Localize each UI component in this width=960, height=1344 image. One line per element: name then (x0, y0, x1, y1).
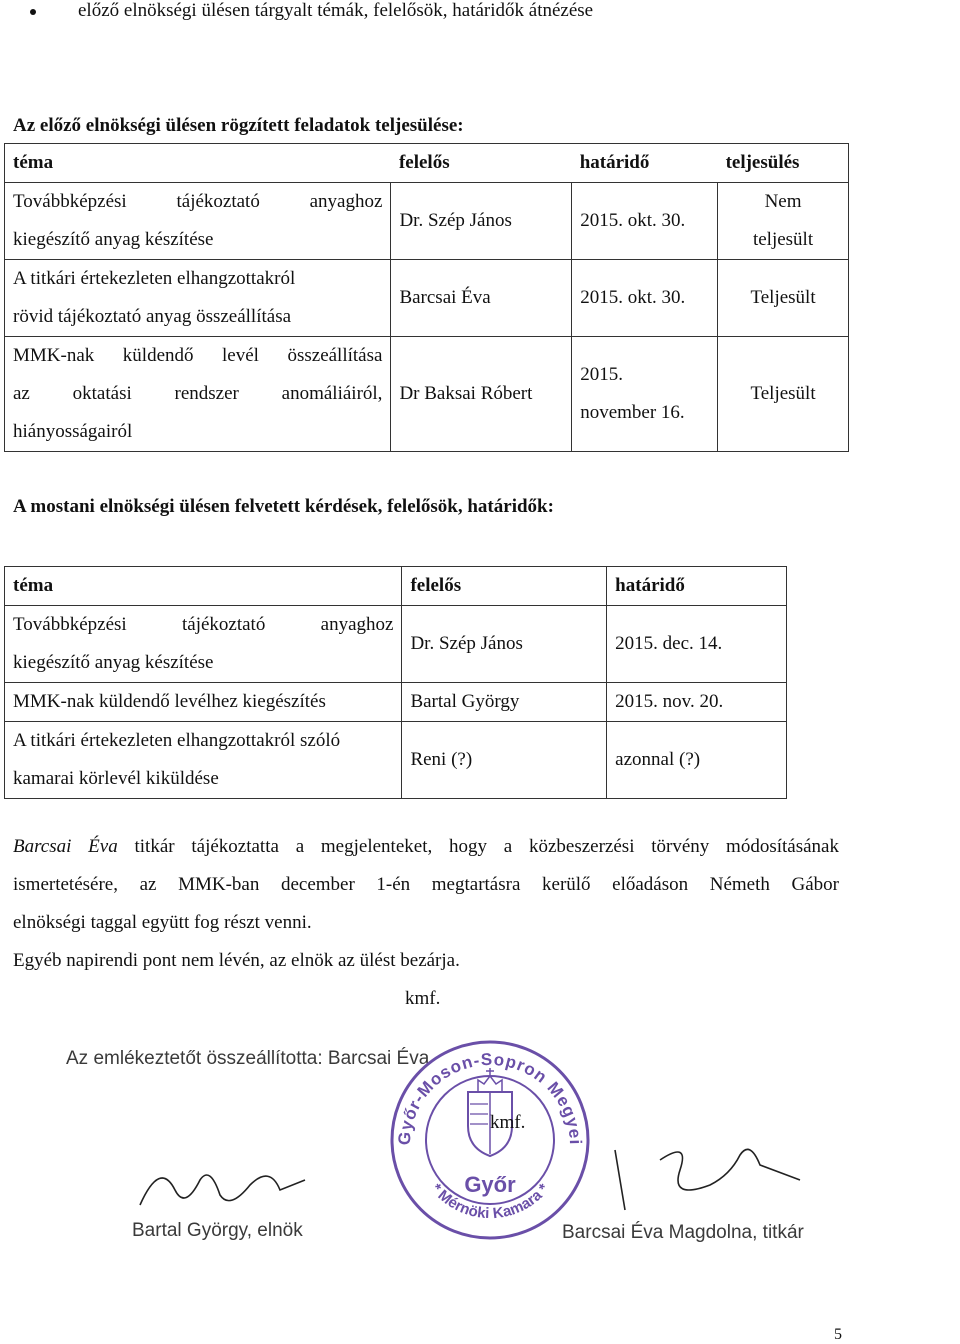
row-deadline: 2015. november 16. (572, 337, 718, 452)
table-row (5, 183, 849, 260)
row-responsible: Reni (?) (402, 722, 607, 799)
row-status: Nem teljesült (718, 183, 849, 260)
table-row (5, 722, 787, 799)
left-signer: Bartal György, elnök (132, 1220, 303, 1241)
header-deadline: határidő (607, 567, 787, 606)
compiled-by-text: Az emlékeztetőt összeállította: Barcsai Éva (66, 1048, 430, 1069)
table-row (5, 260, 849, 337)
row-topic: Továbbképzési tájékoztató anyaghoz kiegészítő anyag készítése (5, 606, 402, 683)
table-row (5, 683, 787, 722)
right-signer: Barcsai Éva Magdolna, titkár (562, 1222, 804, 1243)
table-header-row (5, 144, 849, 183)
previous-tasks-table (4, 143, 849, 452)
table-row (5, 337, 849, 452)
row-deadline: 2015. okt. 30. (572, 260, 718, 337)
svg-text:* Mérnöki Kamara *: * Mérnöki Kamara * (427, 1180, 553, 1223)
row-responsible: Dr Baksai Róbert (391, 337, 572, 452)
chamber-stamp-icon (380, 1030, 600, 1240)
header-topic: téma (5, 144, 391, 183)
person-name: Barcsai Éva (13, 836, 118, 857)
right-signature-icon (600, 1140, 820, 1220)
row-responsible: Dr. Szép János (402, 606, 607, 683)
row-topic: A titkári értekezleten elhangzottakról rövid tájékoztató anyag összeállítása (5, 260, 391, 337)
row-deadline: azonnal (?) (607, 722, 787, 799)
kmf-label: kmf. (405, 988, 441, 1009)
row-responsible: Dr. Szép János (391, 183, 572, 260)
svg-text:Győr: Győr (464, 1172, 516, 1197)
row-topic: Továbbképzési tájékoztató anyaghoz kiegészítő anyag készítése (5, 183, 391, 260)
svg-text:Győr-Moson-Sopron Megyei: Győr-Moson-Sopron Megyei (394, 1049, 586, 1146)
header-responsible: felelős (402, 567, 607, 606)
header-deadline: határidő (572, 144, 718, 183)
kmf-inner-label: kmf. (490, 1112, 526, 1133)
agenda-bullet (30, 0, 593, 22)
signature-block (40, 1030, 920, 1270)
row-topic: MMK-nak küldendő levél összeállítása az oktatási rendszer anomáliáiról, hiányosságairól (5, 337, 391, 452)
bullet-dot-icon (30, 9, 36, 15)
header-topic: téma (5, 567, 402, 606)
table-header-row (5, 567, 787, 606)
current-tasks-table (4, 566, 787, 799)
row-status: Teljesült (718, 337, 849, 452)
table-row (5, 606, 787, 683)
row-status: Teljesült (718, 260, 849, 337)
header-responsible: felelős (391, 144, 572, 183)
closing-sentence: Egyéb napirendi pont nem lévén, az elnök az ülést bezárja. (13, 950, 460, 971)
row-responsible: Bartal György (402, 683, 607, 722)
left-signature-icon (130, 1150, 330, 1220)
page-number: 5 (834, 1326, 842, 1343)
section1-heading: Az előző elnökségi ülésen rögzített feladatok teljesülése: (13, 115, 464, 136)
section2-heading: A mostani elnökségi ülésen felvetett kérdések, felelősök, határidők: (13, 496, 554, 517)
row-responsible: Barcsai Éva (391, 260, 572, 337)
row-deadline: 2015. nov. 20. (607, 683, 787, 722)
header-status: teljesülés (718, 144, 849, 183)
row-deadline: 2015. dec. 14. (607, 606, 787, 683)
agenda-bullet-text: előző elnökségi ülésen tárgyalt témák, felelősök, határidők átnézése (78, 0, 594, 21)
row-topic: A titkári értekezleten elhangzottakról szóló kamarai körlevél kiküldése (5, 722, 402, 799)
row-topic: MMK-nak küldendő levélhez kiegészítés (5, 683, 402, 722)
info-paragraph: Barcsai Éva titkár tájékoztatta a megjelenteket, hogy a közbeszerzési törvény módosításának ismertetésére, az MMK-ban december 1-én megtartásra kerülő előadáson Németh Gábor elnökségi taggal együtt fog részt venni. (13, 836, 839, 933)
row-deadline: 2015. okt. 30. (572, 183, 718, 260)
